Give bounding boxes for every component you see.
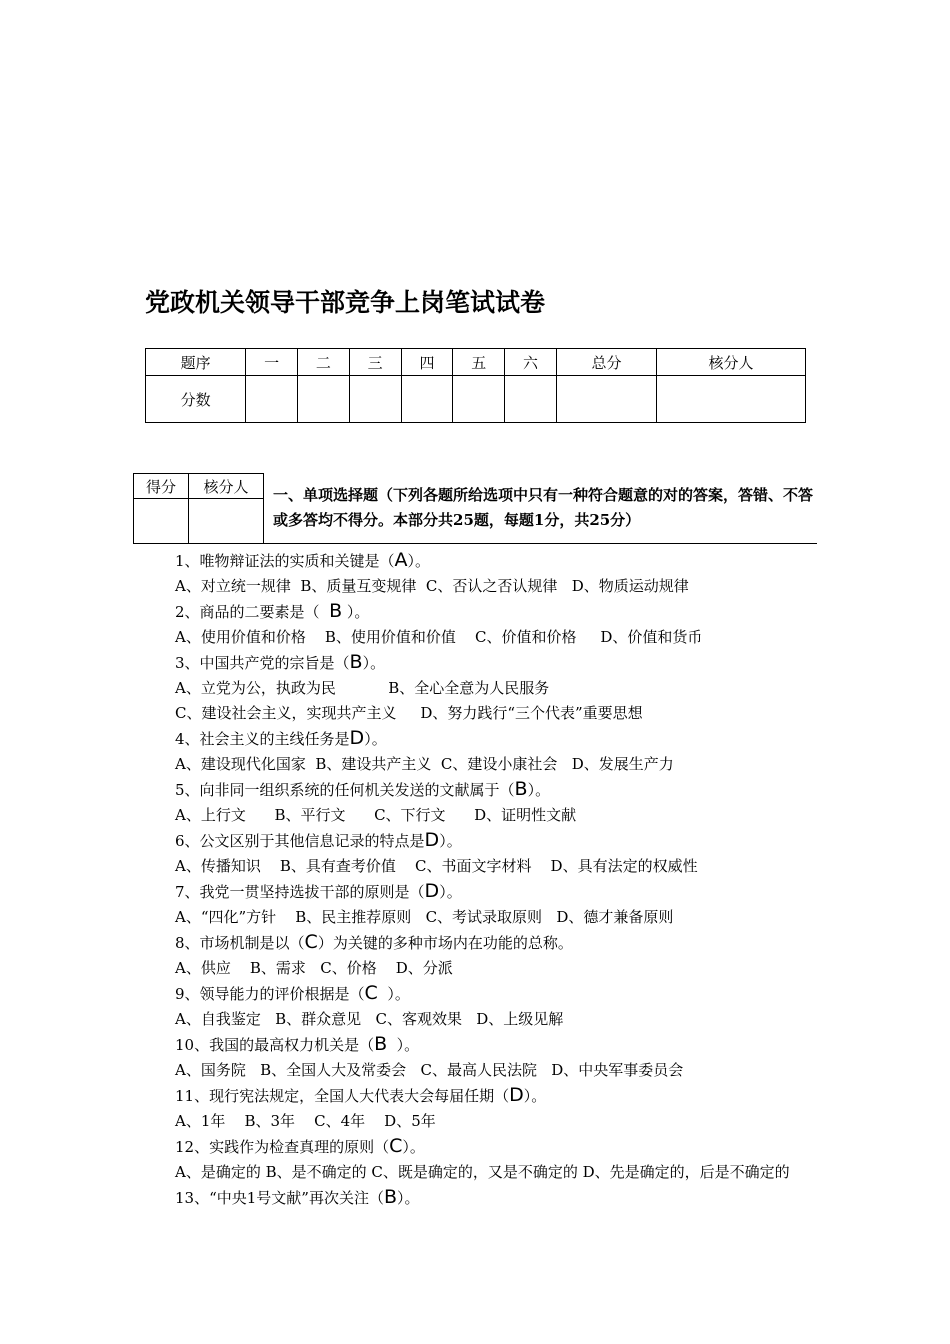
- answer-letter: B: [514, 778, 528, 800]
- answer-letter: D: [424, 880, 440, 902]
- question-stem: [145, 828, 810, 854]
- page-title: 党政机关领导干部竞争上岗笔试试卷: [145, 288, 546, 317]
- question-stem: [145, 1134, 810, 1160]
- score-cell: [556, 376, 656, 423]
- question-text-end: ）。: [402, 1138, 425, 1156]
- question-stem: [145, 650, 810, 676]
- row-label-cell: 分数: [146, 376, 246, 423]
- answer-letter: D: [424, 829, 440, 851]
- question-options: A、使用价值和价格 B、使用价值和价值 C、价值和价格 D、价值和货币: [175, 628, 703, 646]
- score-cell: [453, 376, 505, 423]
- score-cell: [134, 499, 189, 544]
- question-text: 7、我党一贯坚持选拔干部的原则是（: [175, 883, 425, 901]
- answer-letter: C: [364, 982, 378, 1004]
- section-header: [133, 473, 817, 545]
- question-stem: [145, 930, 810, 956]
- question-text-end: ）。: [407, 552, 431, 570]
- question-text: 10、我国的最高权力机关是（: [175, 1036, 375, 1054]
- question-options: A、1年 B、3年 C、4年 D、5年: [175, 1112, 436, 1130]
- header-cell: 题序: [146, 349, 246, 376]
- header-cell: 一: [246, 349, 298, 376]
- question-text: 3、中国共产党的宗旨是（: [175, 654, 350, 672]
- question-text-end: ）。: [527, 781, 551, 799]
- score-table-header-row: [146, 349, 806, 376]
- answer-letter: A: [394, 549, 408, 571]
- question-stem: [145, 777, 810, 803]
- question-options: C、建设社会主义，实现共产主义 D、努力践行“三个代表”重要思想: [175, 704, 643, 722]
- question-text-end: ）。: [397, 1189, 420, 1207]
- question-stem: [145, 879, 810, 905]
- score-cell: [298, 376, 350, 423]
- question-text: 11、现行宪法规定，全国人大代表大会每届任期（: [175, 1087, 510, 1105]
- question-text: 6、公文区别于其他信息记录的特点是: [175, 832, 425, 850]
- question-text-end: ）。: [387, 1036, 420, 1054]
- question-text: 2、商品的二要素是（: [175, 603, 330, 621]
- score-table: [145, 348, 806, 423]
- question-stem: [145, 548, 810, 574]
- question-text-end: ）。: [523, 1087, 547, 1105]
- answer-letter: D: [509, 1084, 524, 1106]
- question-options: A、供应 B、需求 C、价格 D、分派: [175, 959, 453, 977]
- question-stem: [145, 726, 810, 752]
- question-options: A、立党为公，执政为民 B、全心全意为人民服务: [175, 679, 550, 697]
- question-text-end: ）。: [362, 654, 386, 672]
- question-options: A、建设现代化国家 B、建设共产主义 C、建设小康社会 D、发展生产力: [175, 755, 674, 773]
- grader-table: [133, 473, 264, 544]
- score-table-value-row: [146, 376, 806, 423]
- answer-letter: C: [304, 931, 318, 953]
- question-text: 4、社会主义的主线任务是: [175, 730, 350, 748]
- answer-letter: C: [389, 1135, 403, 1157]
- question-options: A、是确定的 B、是不确定的 C、既是确定的，又是不确定的 D、先是确定的，后是不确定的: [175, 1163, 790, 1181]
- checker-label: 核分人: [189, 474, 264, 499]
- question-text-end: ）。: [439, 832, 462, 850]
- question-stem: [145, 1032, 810, 1058]
- answer-letter: B: [383, 1186, 398, 1208]
- question-options: A、传播知识 B、具有查考价值 C、书面文字材料 D、具有法定的权威性: [175, 857, 698, 875]
- answer-letter: B: [349, 651, 363, 673]
- header-cell: 六: [505, 349, 557, 376]
- section-divider: [263, 543, 817, 544]
- score-cell: [349, 376, 401, 423]
- question-stem: [145, 981, 810, 1007]
- question-text: 12、实践作为检查真理的原则（: [175, 1138, 390, 1156]
- question-options: A、上行文 B、平行文 C、下行文 D、证明性文献: [175, 806, 577, 824]
- question-text: 13、“中央1号文献”再次关注（: [175, 1189, 384, 1207]
- question-text-end: ）。: [342, 603, 370, 621]
- question-text-end: ）。: [364, 730, 387, 748]
- section-heading: 一、单项选择题（下列各题所给选项中只有一种符合题意的对的答案，答错、不答或多答均不得分。本部分共25题，每题1分，共25分）: [273, 486, 814, 529]
- score-cell: [246, 376, 298, 423]
- question-options: A、国务院 B、全国人大及常委会 C、最高人民法院 D、中央军事委员会: [175, 1061, 684, 1079]
- checker-cell: [189, 499, 264, 544]
- question-text-end: ）为关键的多种市场内在功能的总称。: [317, 934, 573, 952]
- header-cell: 总分: [556, 349, 656, 376]
- question-text: 8、市场机制是以（: [175, 934, 305, 952]
- question-text: 1、唯物辩证法的实质和关键是（: [175, 552, 395, 570]
- score-cell: [657, 376, 806, 423]
- question-stem: [145, 599, 810, 625]
- header-cell: 四: [401, 349, 453, 376]
- header-cell: 核分人: [657, 349, 806, 376]
- question-options: A、自我鉴定 B、群众意见 C、客观效果 D、上级见解: [175, 1010, 564, 1028]
- score-cell: [401, 376, 453, 423]
- question-options: A、对立统一规律 B、质量互变规律 C、否认之否认规律 D、物质运动规律: [175, 577, 689, 595]
- question-stem: [145, 1083, 810, 1109]
- question-text: 5、向非同一组织系统的任何机关发送的文献属于（: [175, 781, 515, 799]
- answer-letter: D: [349, 727, 365, 749]
- score-label: 得分: [134, 474, 189, 499]
- answer-letter: B: [374, 1033, 388, 1055]
- score-cell: [505, 376, 557, 423]
- header-cell: 三: [349, 349, 401, 376]
- question-text-end: ）。: [439, 883, 462, 901]
- question-options: A、“四化”方针 B、民主推荐原则 C、考试录取原则 D、德才兼备原则: [175, 908, 674, 926]
- answer-letter: B: [329, 600, 343, 622]
- header-cell: 二: [298, 349, 350, 376]
- question-text-end: ）。: [377, 985, 410, 1003]
- question-stem: [145, 1185, 810, 1211]
- question-list: [145, 548, 810, 1211]
- header-cell: 五: [453, 349, 505, 376]
- question-text: 9、领导能力的评价根据是（: [175, 985, 365, 1003]
